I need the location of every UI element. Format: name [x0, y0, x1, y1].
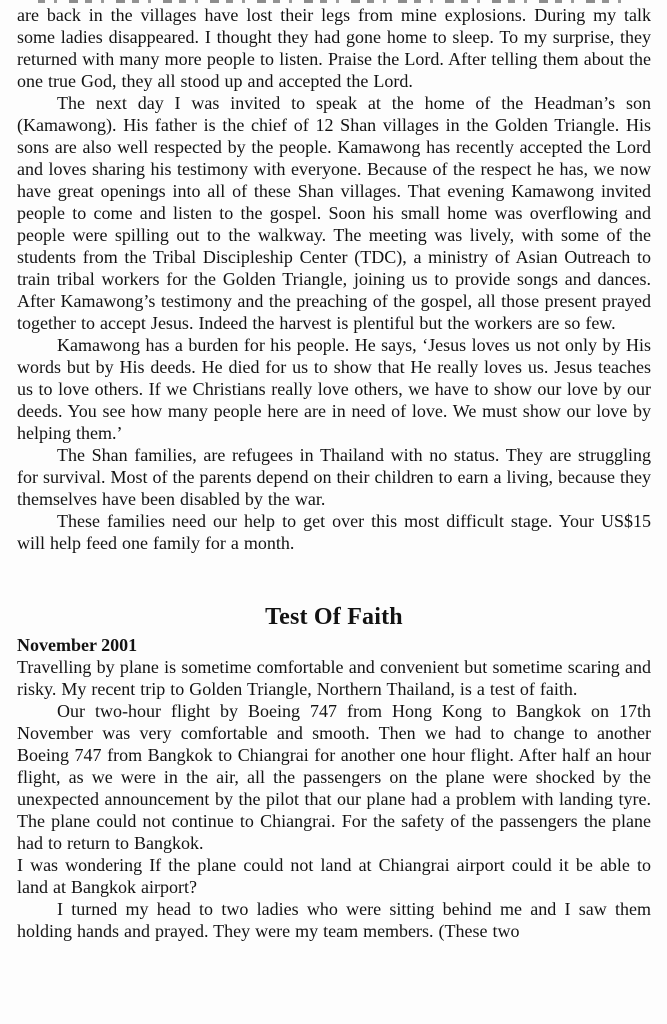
- paragraph: Our two-hour flight by Boeing 747 from Hong Kong to Bangkok on 17th November was very comfortable and smooth. Then we had to change to another Boeing 747 from Bangkok to Chiangrai for another one hour flight. After half an hour flight, as we were in the air, all the passengers on the plane were shocked by the unexpected announcement by the pilot that our plane had a problem with landing tyre. The plane could not continue to Chiangrai. For the safety of the passengers the plane had to return to Bangkok.: [17, 701, 651, 853]
- section-title: Test Of Faith: [265, 604, 403, 630]
- paragraph: Kamawong has a burden for his people. He says, ‘Jesus loves us not only by His words but by His deeds. He died for us to show that He really loves us. Jesus teaches us to love others. If we Christians really love others, we have to show our love by our deeds. You see how many people here are in need of love. We must show our love by helping them.’: [17, 335, 651, 443]
- clipped-previous-line-artifact: [38, 0, 630, 3]
- paragraph: The Shan families, are refugees in Thailand with no status. They are struggling for survival. Most of the parents depend on their children to earn a living, because they themselves have been disabled by the war.: [17, 445, 651, 509]
- paragraph: Travelling by plane is sometime comfortable and convenient but sometime scaring and risky. My recent trip to Golden Triangle, Northern Thailand, is a test of faith.: [17, 657, 651, 699]
- paragraph: The next day I was invited to speak at the home of the Headman’s son (Kamawong). His father is the chief of 12 Shan villages in the Golden Triangle. His sons are also well respected by the people. Kamawong has recently accepted the Lord and loves sharing his testimony with everyone. Because of the respect he has, we now have great openings into all of these Shan villages. That evening Kamawong invited people to come and listen to the gospel. Soon his small home was overflowing and people were spilling out to the walkway. The meeting was lively, with some of the students from the Tribal Discipleship Center (TDC), a ministry of Asian Outreach to train tribal workers for the Golden Triangle, joining us to provide songs and dances. After Kamawong’s testimony and the preaching of the gospel, all those present prayed together to accept Jesus. Indeed the harvest is plentiful but the workers are so few.: [17, 93, 651, 333]
- paragraph: I was wondering If the plane could not land at Chiangrai airport could it be able to land at Bangkok airport?: [17, 855, 651, 897]
- paragraph: I turned my head to two ladies who were sitting behind me and I saw them holding hands and prayed. They were my team members. (These two: [17, 899, 651, 941]
- paragraph: These families need our help to get over this most difficult stage. Your US$15 will help feed one family for a month.: [17, 511, 651, 553]
- date-heading: November 2001: [17, 635, 138, 655]
- paragraph: are back in the villages have lost their legs from mine explosions. During my talk some ladies disappeared. I thought they had gone home to sleep. To my surprise, they returned with many more people to listen. Praise the Lord. After telling them about the one true God, they all stood up and accepted the Lord.: [17, 5, 651, 91]
